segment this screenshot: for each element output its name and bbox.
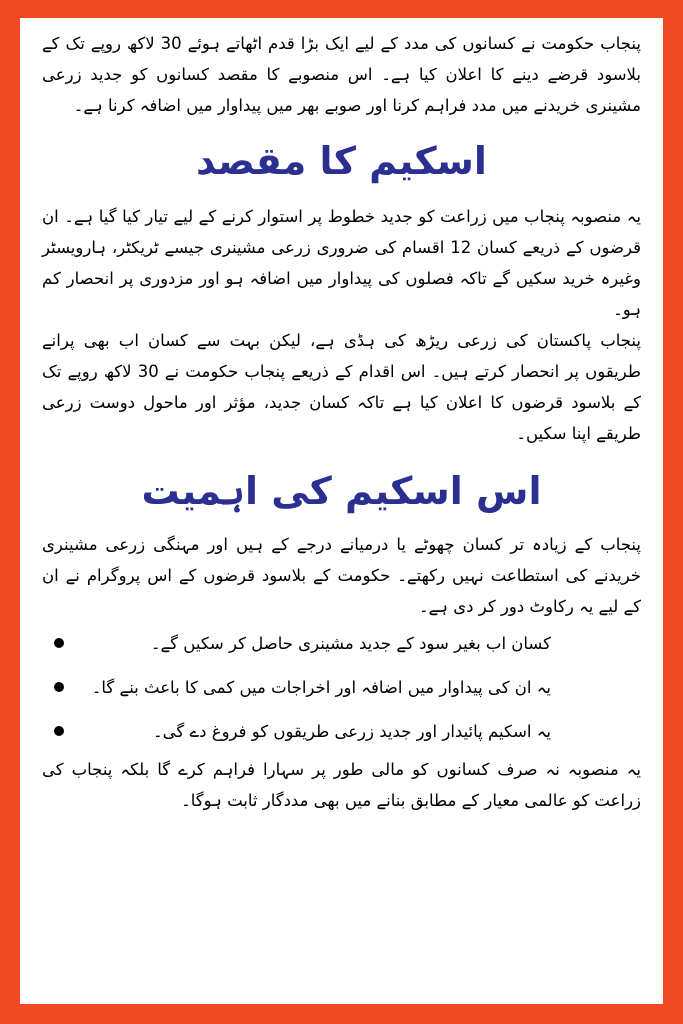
list-item [42,666,641,710]
benefits-list [42,622,641,754]
bullet-icon [54,638,64,648]
closing-paragraph: یہ منصوبہ نہ صرف کسانوں کو مالی طور پر سہارا فراہم کرے گا بلکہ پنجاب کی زراعت کو عالمی معیار کے مطابق بنانے میں بھی مددگار ثابت ہوگا۔ [42,760,641,810]
list-item-text: کسان اب بغیر سود کے جدید مشینری حاصل کر سکیں گے۔ [150,634,551,653]
section-heading-purpose: اسکیم کا مقصد [196,139,487,183]
list-item-text: یہ اسکیم پائیدار اور جدید زرعی طریقوں کو فروغ دے گی۔ [152,722,551,741]
list-item [42,710,641,754]
list-item [42,622,641,666]
purpose-paragraph-1: یہ منصوبہ پنجاب میں زراعت کو جدید خطوط پر استوار کرنے کے لیے تیار کیا گیا ہے۔ ان قرضوں کے ذریعے کسان 12 اقسام کی ضروری زرعی مشینری جیسے ٹریکٹر، ہارویسٹر وغیرہ خرید سکیں گے تاکہ فصلوں کی پیداوار میں اضافہ ہو اور مزدوری پر انحصار کم ہو۔ [42,207,642,319]
section-heading-importance: اس اسکیم کی اہمیت [141,469,542,513]
intro-paragraph: پنجاب حکومت نے کسانوں کی مدد کے لیے ایک بڑا قدم اٹھاتے ہوئے 30 لاکھ روپے تک کے بلاسود قرضے دینے کا اعلان کیا ہے۔ اس منصوبے کا مقصد کسانوں کو جدید زرعی مشینری خریدنے میں مدد فراہم کرنا اور صوبے بھر میں پیداوار میں اضافہ کرنا ہے۔ [42,34,641,115]
list-item-text: یہ ان کی پیداوار میں اضافہ اور اخراجات میں کمی کا باعث بنے گا۔ [91,678,551,697]
importance-paragraph: پنجاب کے زیادہ تر کسان چھوٹے یا درمیانے درجے کے ہیں اور مہنگی زرعی مشینری خریدنے کی استطاعت نہیں رکھتے۔ حکومت کے بلاسود قرضوں کے اس پروگرام نے ان کے لیے یہ رکاوٹ دور کر دی ہے۔ [42,535,641,616]
article-card [20,18,663,1004]
purpose-paragraph-2: پنجاب پاکستان کی زرعی ریڑھ کی ہڈی ہے، لیکن بہت سے کسان اب بھی پرانے طریقوں پر انحصار کرتے ہیں۔ اس اقدام کے ذریعے پنجاب حکومت نے 30 لاکھ روپے تک کے بلاسود قرضوں کا اعلان کیا ہے تاکہ کسان جدید، مؤثر اور ماحول دوست زرعی طریقے اپنا سکیں۔ [42,331,641,443]
bullet-icon [54,726,64,736]
bullet-icon [54,682,64,692]
